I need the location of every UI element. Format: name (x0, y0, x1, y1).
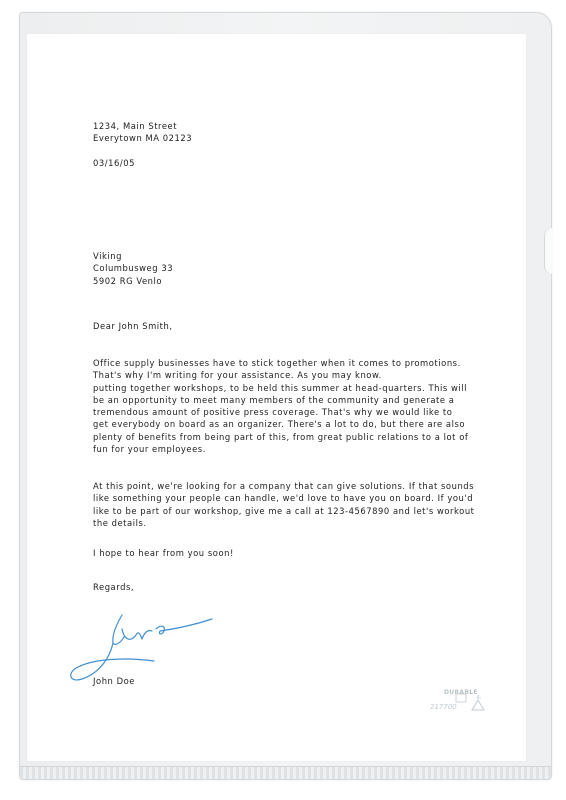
paragraph-line: At this point, we're looking for a company that can give solutions. If that sounds (93, 481, 475, 491)
paragraph-line: like something your people can handle, we'd love to have you on board. If you'd (93, 493, 474, 504)
paragraph-3 (93, 547, 503, 559)
signer-name-block (93, 675, 503, 687)
paragraph-2 (93, 480, 503, 529)
letter-page (27, 34, 526, 761)
sender-address (93, 120, 503, 145)
paragraph-1 (93, 357, 503, 455)
recipient-address (93, 250, 503, 287)
paragraph-line: the details. (93, 517, 147, 528)
signer-name: John Doe (93, 676, 135, 686)
sleeve-thumb-notch (544, 228, 553, 274)
address-line: Everytown MA 02123 (93, 133, 193, 144)
sleeve-code: 217700 (430, 703, 457, 711)
letter-body (27, 34, 526, 761)
address-line: 1234, Main Street (93, 121, 178, 131)
recipient-line: 5902 RG Venlo (93, 275, 163, 286)
paragraph-line: fun for your employees. (93, 444, 206, 455)
paragraph-line: putting together workshops, to be held this summer at head-quarters. This will (93, 382, 468, 393)
letter-date (93, 157, 503, 169)
paragraph-line: Office supply businesses have to stick together when it comes to promotions. (93, 358, 461, 368)
paragraph-line: plenty of benefits from being part of this, from great public relations to a lot of (93, 431, 469, 442)
paragraph-line: I hope to hear from you soon! (93, 548, 234, 558)
sleeve-welded-edge (20, 766, 551, 779)
closing-text: Regards, (93, 582, 135, 592)
closing (93, 581, 503, 593)
recycle-icon (430, 690, 496, 720)
paragraph-line: That's why I'm writing for your assistance. As you may know. (93, 370, 382, 381)
salutation-text: Dear John Smith, (93, 321, 173, 331)
paragraph-line: like to be part of our workshop, give me a call at 123-4567890 and let's workout (93, 505, 475, 516)
paragraph-line: tremendous amount of positive press coverage. That's why we would like to (93, 407, 453, 418)
salutation (93, 320, 503, 332)
paragraph-line: get everybody on board as an organizer. There's a lot to do, but there are also (93, 419, 466, 430)
sleeve-brand: DURABLE (444, 689, 478, 696)
date-text: 03/16/05 (93, 158, 136, 168)
paragraph-line: be an opportunity to meet many members of the community and generate a (93, 394, 455, 405)
recipient-line: Viking (93, 251, 122, 261)
recipient-line: Columbusweg 33 (93, 263, 174, 274)
